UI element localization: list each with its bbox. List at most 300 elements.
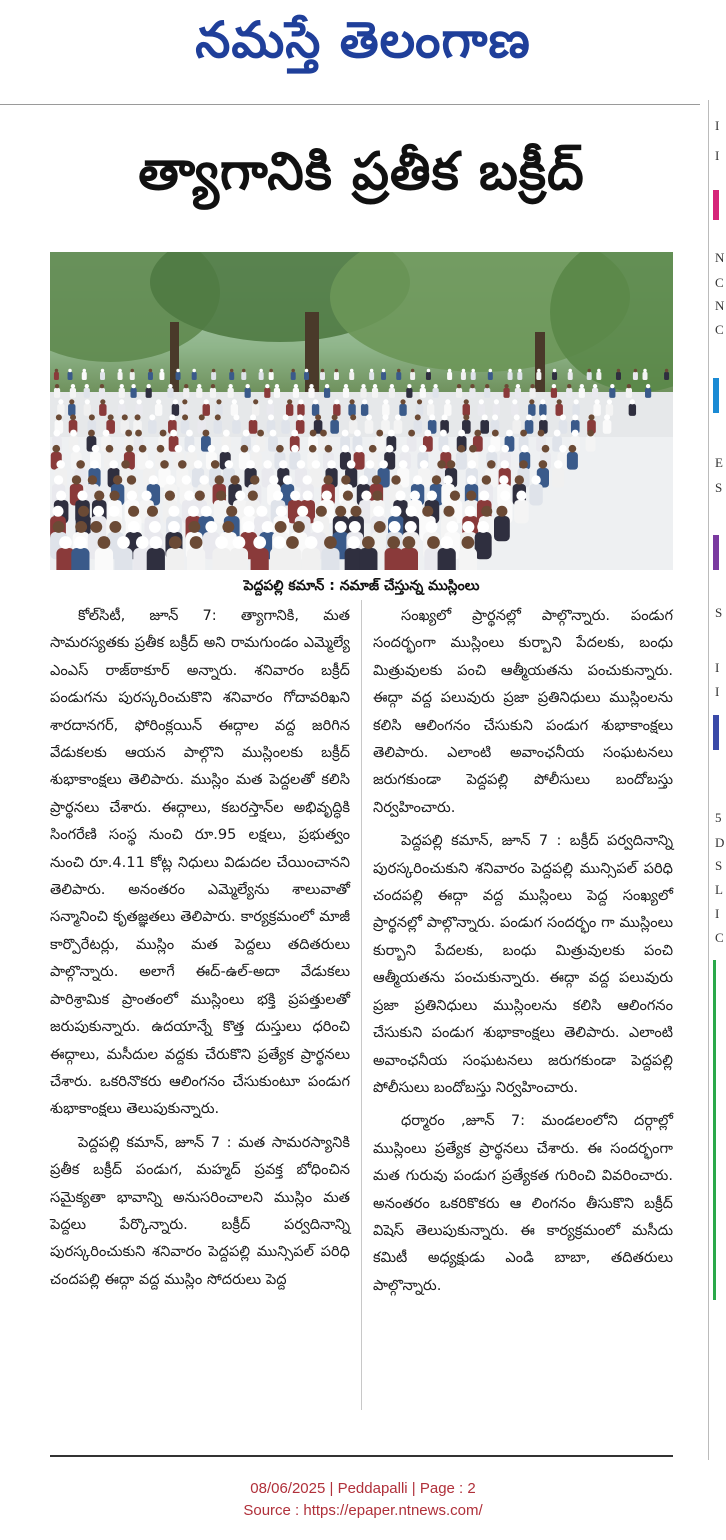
- crowd-figure-head: [521, 445, 529, 453]
- crowd-figure: [420, 388, 426, 398]
- crowd-figure-head: [270, 430, 277, 437]
- crowd-figure: [416, 404, 423, 416]
- crowd-figure-head: [109, 521, 121, 533]
- crowd-figure-head: [242, 369, 246, 373]
- crowd-figure-head: [72, 445, 80, 453]
- crowd-figure-head: [471, 369, 475, 373]
- crowd-figure-head: [215, 414, 221, 420]
- crowd-figure: [626, 388, 632, 398]
- crowd-figure-head: [190, 536, 203, 549]
- crowd-figure: [231, 404, 238, 416]
- crowd-figure-head: [119, 399, 124, 404]
- crowd-figure: [456, 452, 467, 470]
- footer-source: Source : https://epaper.ntnews.com/: [243, 1502, 483, 1519]
- crowd-figure-head: [186, 430, 193, 437]
- article-column-right: [373, 602, 673, 1305]
- crowd-figure-head: [374, 521, 386, 533]
- crowd-figure-head: [149, 521, 161, 533]
- crowd-figure-head: [268, 414, 274, 420]
- crowd-figure-head: [273, 536, 286, 549]
- crowd-figure: [426, 372, 431, 380]
- crowd-figure-head: [101, 369, 105, 373]
- crowd-figure-head: [429, 414, 435, 420]
- crowd-figure: [592, 388, 598, 398]
- edge-letter: I: [715, 684, 720, 699]
- crowd-figure-head: [569, 445, 577, 453]
- crowd-figure-head: [275, 521, 287, 533]
- crowd-figure: [293, 388, 299, 398]
- crowd-figure-head: [221, 445, 229, 453]
- crowd-figure: [461, 372, 466, 380]
- crowd-figure-head: [216, 399, 221, 404]
- crowd-figure-head: [349, 399, 354, 404]
- edge-letter: N: [715, 250, 725, 265]
- crowd-figure-head: [595, 399, 600, 404]
- crowd-figure: [463, 404, 470, 416]
- crowd-figure-head: [77, 491, 87, 501]
- crowd-figure-head: [508, 369, 512, 373]
- crowd-figure-head: [88, 430, 95, 437]
- crowd-figure: [54, 388, 60, 398]
- crowd-figure-head: [413, 475, 422, 484]
- crowd-figure-head: [369, 445, 377, 453]
- crowd-figure: [514, 500, 529, 523]
- crowd-figure-head: [125, 430, 132, 437]
- crowd-figure: [232, 420, 241, 434]
- crowd-figure-head: [361, 384, 365, 388]
- crowd-figure-head: [56, 414, 62, 420]
- crowd-figure: [478, 404, 485, 416]
- crowd-figure-head: [197, 384, 201, 388]
- crowd-figure: [480, 420, 489, 434]
- crowd-figure: [324, 388, 330, 398]
- crowd-figure-head: [265, 384, 269, 388]
- crowd-figure: [459, 548, 477, 570]
- crowd-figure-head: [83, 369, 87, 373]
- crowd-figure-head: [88, 475, 97, 484]
- crowd-figure-head: [665, 369, 669, 373]
- crowd-figure-head: [324, 475, 333, 484]
- edge-color-mark: [713, 535, 719, 570]
- crowd-figure-head: [118, 369, 122, 373]
- crowd-figure-head: [128, 506, 139, 517]
- crowd-figure: [406, 388, 412, 398]
- crowd-figure: [167, 388, 173, 398]
- crowd-figure-head: [327, 460, 336, 469]
- crowd-figure-head: [170, 430, 177, 437]
- crowd-figure-head: [462, 521, 474, 533]
- crowd-figure-head: [417, 399, 422, 404]
- crowd-figure-head: [297, 414, 303, 420]
- crowd-figure-head: [372, 475, 381, 484]
- crowd-figure: [664, 372, 669, 380]
- crowd-figure-head: [432, 475, 441, 484]
- crowd-figure: [210, 388, 216, 398]
- crowd-figure-head: [184, 491, 194, 501]
- crowd-figure-head: [168, 521, 180, 533]
- crowd-figure-head: [514, 414, 520, 420]
- crowd-figure-head: [68, 369, 72, 373]
- crowd-figure-head: [273, 491, 283, 501]
- crowd-figure-head: [147, 506, 158, 517]
- crowd-figure: [148, 372, 153, 380]
- crowd-figure-head: [588, 414, 594, 420]
- crowd-figure-head: [250, 475, 259, 484]
- crowd-figure-head: [303, 475, 312, 484]
- crowd-figure-head: [202, 430, 209, 437]
- crowd-figure-head: [52, 506, 63, 517]
- crowd-figure-head: [593, 384, 597, 388]
- crowd-figure: [606, 404, 613, 416]
- crowd-figure: [283, 548, 301, 570]
- crowd-figure-head: [427, 536, 440, 549]
- crowd-figure-head: [580, 384, 584, 388]
- crowd-figure-head: [477, 521, 489, 533]
- crowd-figure: [494, 516, 510, 541]
- article-paragraph: కోల్‌సిటీ, జూన్ 7: త్యాగానికి, మత సామరస్యతకు ప్రతీక బక్రీద్ అని రామగుండం ఎమ్మెల్యే ఎంఎస్ రాజ్‌ఠాకూర్ అన్నారు. శనివారం బక్రీద్ పండుగను పురస్కరించుకొని శనివారం గోదావరిఖని శారదానగర్, ఫోరింక్లయిన్ ఈద్గాల వద్ద జరిగిన వేడుకలకు ఆయన పాల్గొని ముస్లింలకు బక్రీద్ శుభాకాంక్షలు తెలిపారు. ముస్లిం మత పెద్దలతో కలిసి ప్రార్థనలు చేశారు. ఈద్గాలు, కబరస్తాన్‌ల అభివృద్ధికి సింగరేణి సంస్థ నుంచి రూ.95 లక్షలు, ప్రభుత్వం నుంచి రూ.4.11 కోట్ల నిధులు విడుదల చేయించానని తెలిపారు. అనంతరం ఎమ్మెల్యేను శాలువాతో సన్మానించి కృతజ్ఞతలు తెలిపారు. కార్యక్రమంలో మాజీ కార్పొరేటర్లు, ముస్లిం మత పెద్దలు తదితరులు పాల్గొన్నారు. అలాగే ఈద్-ఉల్-అదా వేడుకలు పారిశ్రామిక ప్రాంతంలో ముస్లింలు భక్తి ప్రపత్తులతో జరుపుకున్నారు. ఉదయాన్నే కొత్త దుస్తులు ధరించి ఈద్గాలు, మసీదుల వద్దకు చేరుకొని ప్రత్యేక ప్రార్థనలు చేశారు. ఒకరినొకరు ఆలింగనం చేసుకుంటూ పండుగ శుభాకాంక్షలు తెలుపుకున్నారు.: [50, 607, 350, 1118]
- crowd-figure: [484, 388, 490, 398]
- crowd-figure-head: [539, 460, 548, 469]
- crowd-figure-head: [283, 475, 292, 484]
- crowd-figure-head: [324, 536, 337, 549]
- crowd-figure-head: [407, 384, 411, 388]
- crowd-figure: [493, 404, 500, 416]
- crowd-figure: [394, 420, 403, 434]
- crowd-figure: [71, 548, 89, 570]
- crowd-figure-head: [182, 475, 191, 484]
- crowd-figure-head: [127, 491, 137, 501]
- crowd-figure-head: [464, 399, 469, 404]
- crowd-figure-head: [408, 430, 415, 437]
- crowd-figure-head: [316, 506, 327, 517]
- crowd-figure-head: [322, 491, 332, 501]
- crowd-figure: [166, 548, 184, 570]
- crowd-figure: [148, 420, 157, 434]
- crowd-figure: [241, 372, 246, 380]
- crowd-figure-head: [373, 506, 384, 517]
- crowd-figure: [382, 404, 389, 416]
- crowd-figure: [354, 452, 365, 470]
- crowd-figure-head: [427, 369, 431, 373]
- crowd-figure-head: [58, 399, 63, 404]
- crowd-figure-head: [232, 399, 237, 404]
- edge-letter: E: [715, 455, 723, 470]
- crowd-figure-head: [106, 445, 114, 453]
- crowd-figure-head: [175, 445, 183, 453]
- crowd-figure: [70, 388, 76, 398]
- crowd-figure-head: [542, 445, 550, 453]
- news-photo: [50, 252, 673, 570]
- crowd-figure-head: [370, 369, 374, 373]
- crowd-figure-head: [184, 384, 188, 388]
- crowd-figure-head: [85, 399, 90, 404]
- crowd-figure-head: [199, 475, 208, 484]
- crowd-figure-head: [226, 506, 237, 517]
- crowd-figure-head: [211, 460, 220, 469]
- crowd-figure: [95, 548, 113, 570]
- crowd-figure-head: [518, 369, 522, 373]
- crowd-figure: [343, 388, 349, 398]
- crowd-figure-head: [188, 521, 200, 533]
- crowd-figure-head: [136, 536, 149, 549]
- crowd-figure: [212, 548, 230, 570]
- crowd-figure: [396, 372, 401, 380]
- crowd-figure-head: [383, 399, 388, 404]
- crowd-figure-head: [94, 491, 104, 501]
- edge-letter: S: [715, 858, 723, 873]
- crowd-figure-head: [617, 369, 621, 373]
- crowd-figure-head: [290, 491, 300, 501]
- crowd-figure-head: [55, 384, 59, 388]
- crowd-figure-head: [529, 399, 534, 404]
- crowd-figure: [399, 404, 406, 416]
- crowd-figure: [551, 388, 557, 398]
- crowd-figure-head: [537, 369, 541, 373]
- crowd-figure-head: [488, 445, 496, 453]
- crowd-figure-head: [496, 506, 507, 517]
- crowd-figure-head: [470, 384, 474, 388]
- crowd-figure-head: [552, 384, 556, 388]
- crowd-figure: [192, 372, 197, 380]
- crowd-figure-head: [53, 430, 60, 437]
- crowd-figure-head: [554, 430, 561, 437]
- crowd-figure: [511, 404, 518, 416]
- crowd-figure-head: [320, 430, 327, 437]
- crowd-figure: [389, 388, 395, 398]
- crowd-figure-head: [235, 491, 245, 501]
- crowd-figure: [566, 388, 572, 398]
- crowd-figure-head: [519, 460, 528, 469]
- crowd-figure-head: [610, 384, 614, 388]
- edge-letter: S: [715, 605, 723, 620]
- crowd-figure-head: [173, 399, 178, 404]
- crowd-figure-head: [176, 369, 180, 373]
- crowd-figure: [536, 372, 541, 380]
- crowd-figure-head: [293, 521, 305, 533]
- crowd-figure-head: [305, 369, 309, 373]
- crowd-figure: [68, 404, 75, 416]
- crowd-figure-head: [437, 460, 446, 469]
- crowd-figure-head: [468, 460, 477, 469]
- edge-letter: C: [715, 322, 724, 337]
- crowd-figure: [365, 420, 374, 434]
- crowd-figure: [330, 420, 339, 434]
- crowd-figure-head: [482, 414, 488, 420]
- crowd-figure-head: [487, 460, 496, 469]
- newspaper-title: నమస్తే తెలంగాణ: [195, 10, 531, 69]
- crowd-figure: [552, 468, 564, 488]
- crowd-figure-head: [149, 475, 158, 484]
- crowd-figure-head: [462, 369, 466, 373]
- edge-color-mark: [713, 960, 716, 1300]
- crowd-figure-head: [85, 384, 89, 388]
- crowd-figure-head: [283, 414, 289, 420]
- crowd-figure-head: [182, 414, 188, 420]
- crowd-figure-head: [604, 414, 610, 420]
- crowd-figure-head: [334, 399, 339, 404]
- crowd-figure-head: [204, 399, 209, 404]
- crowd-figure: [456, 388, 462, 398]
- crowd-figure-head: [188, 445, 196, 453]
- crowd-figure: [381, 372, 386, 380]
- crowd-figure-head: [243, 430, 250, 437]
- crowd-figure: [568, 372, 573, 380]
- headline: త్యాగానికి ప్రతీక బక్రీద్: [138, 141, 585, 202]
- crowd-figure-head: [90, 460, 99, 469]
- crowd-figure-head: [70, 414, 76, 420]
- crowd-figure: [586, 436, 596, 452]
- crowd-figure: [447, 372, 452, 380]
- crowd-figure-head: [362, 536, 375, 549]
- crowd-figure-head: [137, 399, 142, 404]
- crowd-figure-head: [109, 506, 120, 517]
- crowd-figure: [291, 372, 296, 380]
- crowd-figure-head: [350, 506, 361, 517]
- crowd-figure-head: [78, 506, 89, 517]
- crowd-figure-head: [212, 369, 216, 373]
- crowd-figure-head: [347, 536, 360, 549]
- crowd-figure: [410, 372, 415, 380]
- crowd-figure-head: [250, 414, 256, 420]
- crowd-figure-head: [492, 414, 498, 420]
- crowd-figure-head: [445, 399, 450, 404]
- edge-letter: D: [715, 835, 725, 850]
- crowd-figure-head: [245, 384, 249, 388]
- crowd-figure-head: [443, 475, 452, 484]
- article-paragraph: సంఖ్యలో ప్రార్థనల్లో పాల్గొన్నారు. పండుగ సందర్భంగా ముస్లింలు కుర్బాని పేదలకు, బంధు మిత్రువులకు పంచి ఆత్మీయతను పంచుకున్నారు. ఈద్గా వద్ద పలువురు ప్రజా ప్రతినిధులు ముస్లింలను కలిసి ఆలింగనం చేసుకుని పండుగ శుభాకాంక్షలు తెలిపారు. ఎలాంటి అవాంఛనీయ సంఘటనలు జరుగకుండా పెద్దపల్లి పోలీసులు బందోబస్తు నిర్వహించారు.: [373, 607, 673, 816]
- crowd-figure-head: [494, 399, 499, 404]
- crowd-figure: [230, 548, 248, 570]
- crowd-figure: [84, 388, 90, 398]
- crowd-figure-head: [121, 460, 130, 469]
- crowd-figure-head: [120, 384, 124, 388]
- crowd-figure: [269, 372, 274, 380]
- crowd-figure-head: [89, 414, 95, 420]
- crowd-figure-head: [349, 521, 361, 533]
- crowd-figure-head: [397, 369, 401, 373]
- crowd-figure-head: [194, 460, 203, 469]
- crowd-figure-head: [131, 384, 135, 388]
- crowd-figure: [119, 388, 125, 398]
- crowd-figure-head: [332, 414, 338, 420]
- crowd-figure-head: [168, 506, 179, 517]
- crowd-figure-head: [100, 384, 104, 388]
- crowd-figure-head: [410, 491, 420, 501]
- crowd-figure: [552, 372, 557, 380]
- page-bottom-rule: [50, 1455, 673, 1457]
- crowd-figure-head: [169, 536, 182, 549]
- crowd-figure: [372, 388, 378, 398]
- crowd-figure: [146, 388, 152, 398]
- crowd-figure: [118, 404, 125, 416]
- crowd-figure-head: [538, 430, 545, 437]
- crowd-figure-head: [276, 445, 284, 453]
- crowd-figure-head: [512, 399, 517, 404]
- crowd-figure-head: [442, 414, 448, 420]
- crowd-figure-head: [373, 384, 377, 388]
- crowd-figure-head: [557, 399, 562, 404]
- crowd-figure-head: [166, 475, 175, 484]
- crowd-figure: [469, 388, 475, 398]
- crowd-figure-head: [458, 430, 465, 437]
- crowd-figure-head: [75, 521, 87, 533]
- crowd-figure-head: [482, 475, 491, 484]
- edge-letter: C: [715, 275, 724, 290]
- crowd-figure: [512, 420, 521, 434]
- crowd-figure-head: [268, 399, 273, 404]
- crowd-figure: [183, 388, 189, 398]
- crowd-figure-head: [568, 369, 572, 373]
- crowd-figure-head: [291, 430, 298, 437]
- edge-letter: I: [715, 906, 720, 921]
- crowd-figure-head: [466, 491, 476, 501]
- crowd-figure: [593, 404, 600, 416]
- crowd-figure: [215, 404, 222, 416]
- crowd-figure-head: [335, 506, 346, 517]
- crowd-figure-head: [59, 536, 72, 549]
- crowd-figure: [503, 388, 509, 398]
- crowd-figure-head: [315, 414, 321, 420]
- crowd-figure-head: [500, 460, 509, 469]
- crowd-figure-head: [420, 460, 429, 469]
- crowd-figure: [438, 548, 456, 570]
- crowd-figure-head: [291, 369, 295, 373]
- crowd-figure-head: [303, 491, 313, 501]
- crowd-figure: [471, 372, 476, 380]
- crowd-figure: [539, 404, 546, 416]
- crowd-figure: [361, 404, 368, 416]
- crowd-figure-head: [448, 369, 452, 373]
- crowd-figure-head: [135, 430, 142, 437]
- crowd-figure: [444, 404, 451, 416]
- crowd-figure-head: [391, 475, 400, 484]
- crowd-figure: [118, 372, 123, 380]
- crowd-figure-head: [199, 414, 205, 420]
- crowd-figure-head: [287, 399, 292, 404]
- photo-caption: పెద్దపల్లి కమాన్ : నమాజ్ చేస్తున్న ముస్లింలు: [243, 578, 480, 594]
- crowd-figure: [369, 372, 374, 380]
- crowd-figure-head: [372, 491, 382, 501]
- crowd-figure-head: [257, 430, 264, 437]
- crowd-figure-head: [117, 536, 130, 549]
- crowd-figure: [172, 404, 179, 416]
- crowd-figure-head: [248, 491, 258, 501]
- crowd-figure: [609, 388, 615, 398]
- crowd-figure-head: [607, 399, 612, 404]
- crowd-figure: [135, 404, 142, 416]
- edge-letter: I: [715, 148, 720, 163]
- crowd-figure-head: [313, 399, 318, 404]
- crowd-figure: [645, 388, 651, 398]
- crowd-figure-head: [262, 521, 274, 533]
- edge-letter: C: [715, 930, 724, 945]
- crowd-figure-head: [504, 384, 508, 388]
- crowd-figure-head: [178, 460, 187, 469]
- edge-color-mark: [713, 378, 719, 413]
- crowd-figure: [528, 404, 535, 416]
- crowd-figure-head: [275, 384, 279, 388]
- crowd-figure-head: [335, 521, 347, 533]
- crowd-figure-head: [122, 414, 128, 420]
- crowd-figure: [517, 372, 522, 380]
- crowd-figure-head: [366, 414, 372, 420]
- crowd-figure-head: [309, 445, 317, 453]
- crowd-figure-head: [90, 521, 102, 533]
- crowd-figure-head: [526, 414, 532, 420]
- crowd-figure: [57, 404, 64, 416]
- crowd-figure-head: [71, 384, 75, 388]
- article-column-left: [50, 602, 350, 1299]
